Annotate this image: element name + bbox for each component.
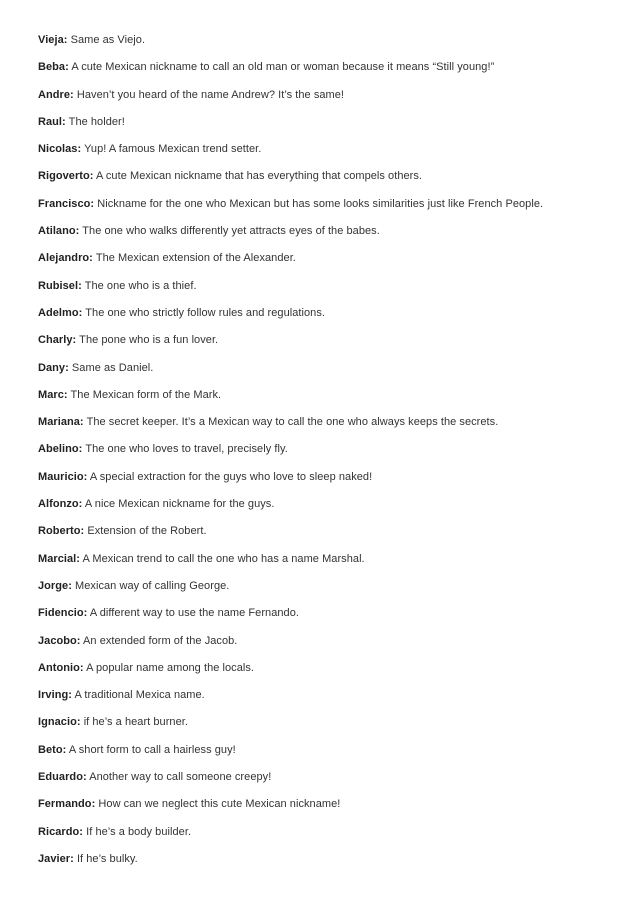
entry-definition: A Mexican trend to call the one who has a name Marshal.	[82, 552, 365, 565]
entry-term: Roberto:	[38, 525, 85, 538]
entry-term: Beto:	[38, 743, 67, 756]
entry-term: Andre:	[38, 88, 74, 101]
entry-definition: The one who strictly follow rules and regulations.	[85, 306, 326, 319]
list-item	[38, 522, 628, 549]
entry-term: Abelino:	[38, 443, 83, 456]
entry-term: Alfonzo:	[38, 498, 83, 511]
entry-term: Rigoverto:	[38, 170, 94, 183]
entry-definition: A special extraction for the guys who love to sleep naked!	[89, 470, 373, 483]
list-item	[38, 413, 628, 440]
entry-term: Irving:	[38, 689, 72, 702]
entry-definition: Yup! A famous Mexican trend setter.	[84, 143, 262, 156]
entry-term: Mariana:	[38, 416, 84, 429]
list-item	[38, 604, 628, 631]
list-item	[38, 86, 628, 113]
list-item	[38, 686, 628, 713]
entry-definition: An extended form of the Jacob.	[83, 634, 238, 647]
list-item	[38, 795, 628, 822]
entry-definition: The pone who is a fun lover.	[79, 334, 219, 347]
list-item	[38, 440, 628, 467]
entry-term: Alejandro:	[38, 252, 93, 265]
list-item	[38, 659, 628, 686]
list-item	[38, 386, 628, 413]
entry-definition: Same as Daniel.	[71, 361, 154, 374]
entry-definition: Extension of the Robert.	[87, 525, 207, 538]
entry-term: Vieja:	[38, 34, 68, 46]
entry-definition: The holder!	[68, 115, 125, 128]
entry-definition: A traditional Mexica name.	[74, 689, 205, 702]
entry-definition: Another way to call someone creepy!	[89, 771, 272, 784]
list-item	[38, 277, 628, 304]
list-item	[38, 850, 628, 877]
list-item	[38, 58, 628, 85]
entry-definition: A cute Mexican nickname to call an old man or woman because it means “Still young!”	[71, 61, 495, 74]
list-item	[38, 468, 628, 495]
entry-term: Antonio:	[38, 661, 84, 674]
entry-definition: Mexican way of calling George.	[75, 579, 230, 592]
entry-term: Jacobo:	[38, 634, 81, 647]
list-item	[38, 632, 628, 659]
list-item	[38, 113, 628, 140]
entry-definition: The Mexican extension of the Alexander.	[95, 252, 296, 265]
entry-definition: How can we neglect this cute Mexican nickname!	[98, 798, 341, 811]
entry-term: Dany:	[38, 361, 69, 374]
entry-term: Beba:	[38, 61, 69, 74]
list-item	[38, 249, 628, 276]
entry-term: Rubisel:	[38, 279, 82, 292]
entry-term: Ricardo:	[38, 825, 84, 838]
entry-term: Jorge:	[38, 579, 72, 592]
entry-term: Atilano:	[38, 225, 80, 238]
entry-term: Marcial:	[38, 552, 80, 565]
entry-definition: A popular name among the locals.	[86, 661, 255, 674]
entry-term: Adelmo:	[38, 306, 83, 319]
list-item	[38, 140, 628, 167]
entry-definition: Same as Viejo.	[70, 34, 146, 46]
entry-term: Francisco:	[38, 197, 95, 210]
list-item	[38, 577, 628, 604]
nickname-list	[38, 31, 628, 877]
list-item	[38, 823, 628, 850]
entry-term: Fermando:	[38, 798, 96, 811]
entry-definition: A short form to call a hairless guy!	[68, 743, 236, 756]
entry-definition: A nice Mexican nickname for the guys.	[84, 498, 275, 511]
list-item	[38, 550, 628, 577]
entry-term: Fidencio:	[38, 607, 88, 620]
list-item	[38, 195, 628, 222]
entry-definition: The one who loves to travel, precisely fly.	[85, 443, 288, 456]
list-item	[38, 167, 628, 194]
entry-definition: A cute Mexican nickname that has everything that compels others.	[96, 170, 423, 183]
entry-definition: if he’s a heart burner.	[83, 716, 188, 729]
entry-definition: The one who is a thief.	[84, 279, 197, 292]
entry-definition: The secret keeper. It’s a Mexican way to call the one who always keeps the secrets.	[86, 416, 499, 429]
list-item	[38, 31, 628, 58]
entry-term: Javier:	[38, 852, 74, 865]
list-item	[38, 495, 628, 522]
entry-term: Raul:	[38, 115, 66, 128]
entry-definition: A different way to use the name Fernando.	[89, 607, 299, 620]
entry-definition: The one who walks differently yet attracts eyes of the babes.	[82, 225, 380, 238]
entry-definition: If he’s a body builder.	[86, 825, 192, 838]
entry-definition: Nickname for the one who Mexican but has some looks similarities just like French People.	[97, 197, 544, 210]
list-item	[38, 741, 628, 768]
entry-term: Nicolas:	[38, 143, 82, 156]
entry-definition: Haven’t you heard of the name Andrew? It’s the same!	[76, 88, 345, 101]
list-item	[38, 222, 628, 249]
entry-term: Eduardo:	[38, 771, 87, 784]
entry-definition: If he’s bulky.	[76, 852, 138, 865]
entry-term: Ignacio:	[38, 716, 81, 729]
list-item	[38, 304, 628, 331]
entry-definition: The Mexican form of the Mark.	[70, 388, 222, 401]
list-item	[38, 359, 628, 386]
list-item	[38, 768, 628, 795]
entry-term: Marc:	[38, 388, 68, 401]
list-item	[38, 331, 628, 358]
entry-term: Charly:	[38, 334, 77, 347]
list-item	[38, 713, 628, 740]
entry-term: Mauricio:	[38, 470, 88, 483]
